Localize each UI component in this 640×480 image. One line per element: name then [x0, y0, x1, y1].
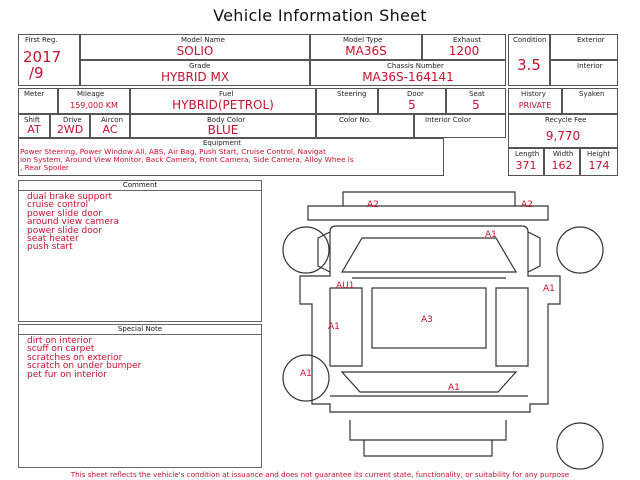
steering-label: Steering: [337, 90, 367, 98]
body-color-value: BLUE: [207, 123, 239, 137]
chassis-label: Chassis Number: [387, 62, 444, 70]
door-value: 5: [408, 98, 416, 112]
drive-value: 2WD: [56, 123, 84, 136]
model-type-label: Model Type: [343, 36, 383, 44]
special-note-line: scratch on under bumper: [27, 361, 142, 372]
mark-a1-left-wheel: A1: [300, 369, 312, 379]
recycle-value: 9,770: [545, 129, 581, 143]
condition-label: Condition: [513, 36, 547, 44]
color-no-label: Color No.: [339, 116, 372, 124]
drive-label: Drive: [63, 116, 82, 124]
seat-label: Seat: [469, 90, 485, 98]
mark-a1-left-door: A1: [328, 322, 340, 332]
shift-value: AT: [27, 123, 41, 136]
length-label: Length: [515, 150, 540, 158]
fuel-label: Fuel: [219, 90, 234, 98]
mark-a1-rear: A1: [448, 383, 460, 393]
model-type-value: MA36S: [345, 44, 387, 58]
disclaimer-footer: This sheet reflects the vehicle's condition at issuance and does not guarantee its current state, functionality, or suitability for any purpose: [70, 470, 570, 479]
meter-label: Meter: [24, 90, 45, 98]
first-reg-year: 2017: [23, 48, 62, 66]
width-label: Width: [553, 150, 574, 158]
mileage-value: 159,000 KM: [70, 101, 118, 110]
comment-line: around view camera: [27, 217, 120, 228]
exhaust-value: 1200: [448, 44, 480, 58]
special-note-line: pet fur on interior: [27, 369, 107, 380]
interior-color-label: Interior Color: [425, 116, 472, 124]
shift-label: Shift: [24, 116, 40, 124]
body-color-label: Body Color: [207, 116, 246, 124]
height-value: 174: [588, 159, 610, 172]
grade-label: Grade: [189, 62, 211, 70]
height-label: Height: [587, 150, 611, 158]
comment-label: Comment: [19, 181, 261, 191]
first-reg-month: /9: [29, 64, 44, 82]
model-name-label: Model Name: [181, 36, 225, 44]
mark-a3: A3: [421, 315, 433, 325]
aircon-value: AC: [102, 123, 118, 136]
special-note-label: Special Note: [19, 325, 261, 335]
equipment-line: ion System, Around View Monitor, Back Camera, Front Camera, Side Camera, Alloy Whee ls: [20, 155, 354, 164]
mark-a1-roof: A1: [485, 230, 497, 240]
special-note-line: scuff on carpet: [27, 344, 95, 355]
interior-label: Interior: [577, 62, 603, 70]
recycle-label: Recycle Fee: [545, 116, 587, 124]
comment-line: power slide door: [27, 208, 102, 219]
seat-value: 5: [472, 98, 480, 112]
comment-line: cruise control: [27, 200, 89, 211]
syaken-label: Syaken: [579, 90, 605, 98]
first-reg-label: First Reg.: [25, 36, 58, 44]
chassis-value: MA36S-164141: [362, 70, 454, 84]
equipment-label: Equipment: [203, 139, 241, 147]
special-note-line: dirt on interior: [27, 336, 93, 346]
grade-value: HYBRID MX: [160, 70, 230, 84]
comment-line: seat heater: [27, 234, 79, 245]
exhaust-label: Exhaust: [453, 36, 482, 44]
equipment-line: Power Steering, Power Window All, ABS, Air Bag, Push Start, Cruise Control, Navigat: [20, 147, 326, 156]
mark-a1-right-door: A1: [543, 284, 555, 294]
comment-line: dual brake support: [27, 192, 113, 202]
sheet-title: Vehicle Information Sheet: [213, 6, 427, 25]
condition-value: 3.5: [517, 56, 541, 74]
aircon-label: Aircon: [101, 116, 124, 124]
comment-line: push start: [27, 242, 73, 253]
width-value: 162: [551, 159, 573, 172]
equipment-line: , Rear Spoiler: [20, 163, 69, 172]
mark-au1: AU1: [336, 281, 355, 291]
mileage-label: Mileage: [77, 90, 105, 98]
exterior-label: Exterior: [577, 36, 605, 44]
comment-line: power slide door: [27, 225, 102, 236]
model-name-value: SOLIO: [176, 44, 214, 58]
special-note-line: scratches on exterior: [27, 352, 123, 363]
mark-a2-right: A2: [521, 200, 533, 210]
door-label: Door: [407, 90, 424, 98]
fuel-value: HYBRID(PETROL): [172, 98, 274, 112]
mark-a2-left: A2: [367, 200, 379, 210]
length-value: 371: [515, 159, 537, 172]
history-label: History: [521, 90, 546, 98]
history-value: PRIVATE: [518, 101, 552, 110]
